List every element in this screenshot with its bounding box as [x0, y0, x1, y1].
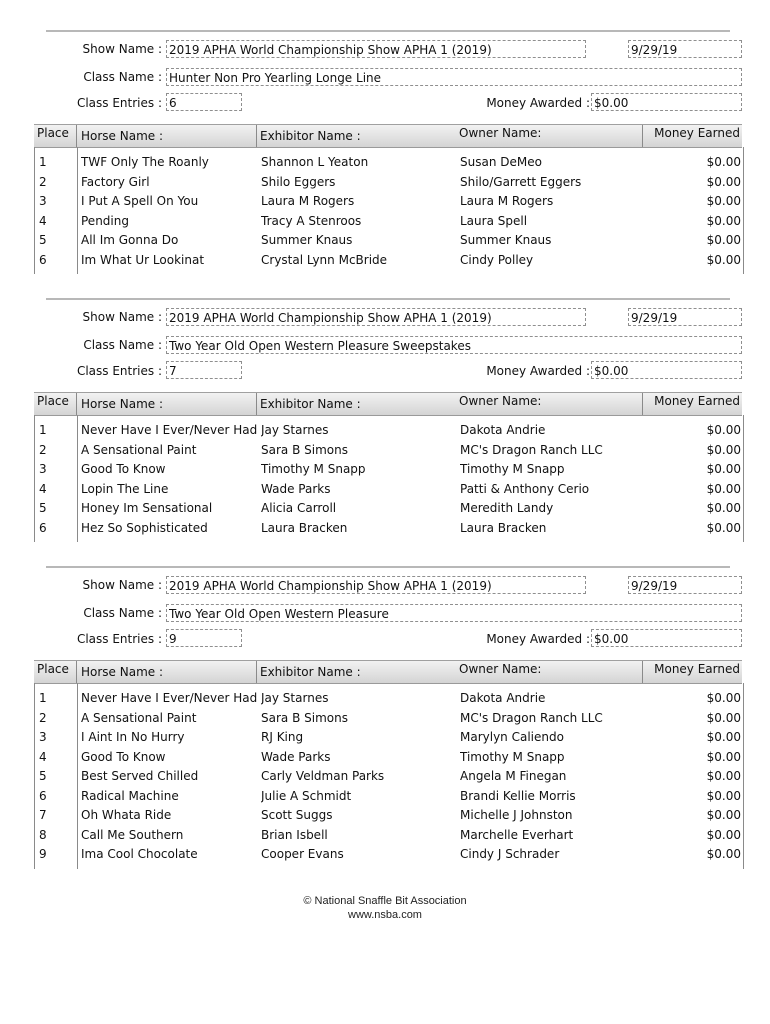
class-entries-label: Class Entries :: [76, 632, 162, 646]
exhibitor-name-cell: Wade Parks: [261, 749, 331, 764]
place-cell: 6: [39, 788, 47, 803]
exhibitor-name-cell: Cooper Evans: [261, 847, 344, 861]
class-entries-field: 9: [166, 629, 242, 647]
show-name-field: 2019 APHA World Championship Show APHA 1 (2019): [166, 308, 586, 326]
col-header-exhibitor: Exhibitor Name :: [260, 665, 361, 679]
show-name-label: Show Name :: [82, 310, 162, 324]
place-cell: 5: [39, 769, 47, 783]
exhibitor-name-cell: Alicia Carroll: [261, 501, 337, 515]
table-row: [35, 806, 743, 826]
horse-name-cell: Call Me Southern: [81, 827, 184, 842]
horse-name-cell: Lopin The Line: [81, 481, 169, 496]
column-divider: [256, 661, 257, 683]
owner-name-cell: Cindy J Schrader: [460, 847, 560, 861]
money-earned-cell: $0.00: [706, 769, 741, 783]
exhibitor-name-cell: Shilo Eggers: [261, 174, 336, 189]
owner-name-cell: Dakota Andrie: [460, 423, 546, 437]
col-header-place: Place: [37, 394, 69, 408]
results-table-header: [34, 392, 742, 416]
place-cell: 8: [39, 827, 47, 842]
show-date-field: 9/29/19: [628, 40, 742, 58]
money-earned-cell: $0.00: [706, 155, 741, 169]
money-earned-cell: $0.00: [706, 827, 741, 842]
place-cell: 2: [39, 710, 47, 725]
money-earned-cell: $0.00: [706, 423, 741, 437]
owner-name-cell: MC's Dragon Ranch LLC: [460, 710, 603, 725]
owner-name-cell: Marchelle Everhart: [460, 827, 574, 842]
show-name-field: 2019 APHA World Championship Show APHA 1 (2019): [166, 40, 586, 58]
class-section: [0, 566, 770, 861]
money-earned-cell: $0.00: [706, 252, 741, 267]
results-table-body: [34, 415, 744, 542]
class-name-field: Two Year Old Open Western Pleasure Sweepstakes: [166, 336, 742, 354]
horse-name-cell: TWF Only The Roanly: [81, 155, 209, 169]
money-awarded-field: $0.00: [591, 629, 742, 647]
owner-name-cell: MC's Dragon Ranch LLC: [460, 442, 603, 457]
place-cell: 4: [39, 749, 47, 764]
money-earned-cell: $0.00: [706, 194, 741, 208]
class-section: [0, 298, 770, 558]
horse-name-cell: Radical Machine: [81, 788, 179, 803]
table-row: [35, 767, 743, 787]
results-table-body: [34, 683, 744, 869]
money-earned-cell: $0.00: [706, 462, 741, 476]
col-header-money: Money Earned: [654, 662, 740, 676]
exhibitor-name-cell: Jay Starnes: [261, 691, 329, 705]
table-row: [35, 192, 743, 212]
show-name-label: Show Name :: [82, 42, 162, 56]
table-row: [35, 212, 743, 232]
column-divider: [642, 393, 643, 415]
column-divider: [642, 125, 643, 147]
owner-name-cell: Meredith Landy: [460, 501, 554, 515]
col-header-owner: Owner Name:: [459, 394, 542, 408]
class-name-field: Two Year Old Open Western Pleasure: [166, 604, 742, 622]
section-divider: [46, 298, 730, 300]
column-divider: [76, 393, 77, 415]
owner-name-cell: Timothy M Snapp: [460, 749, 565, 764]
owner-name-cell: Marylyn Caliendo: [460, 730, 564, 744]
class-name-label: Class Name :: [83, 70, 162, 84]
results-table-body: [34, 147, 744, 274]
col-header-horse: Horse Name :: [81, 129, 164, 143]
place-cell: 6: [39, 252, 47, 267]
table-row: [35, 728, 743, 748]
owner-name-cell: Summer Knaus: [460, 233, 552, 247]
table-row: [35, 173, 743, 193]
col-header-owner: Owner Name:: [459, 662, 542, 676]
owner-name-cell: Laura M Rogers: [460, 194, 554, 208]
horse-name-cell: Good To Know: [81, 749, 166, 764]
money-awarded-label: Money Awarded :: [486, 96, 590, 110]
results-table-header: [34, 660, 742, 684]
table-row: [35, 480, 743, 500]
col-header-money: Money Earned: [654, 394, 740, 408]
money-earned-cell: $0.00: [706, 501, 741, 515]
money-earned-cell: $0.00: [706, 749, 741, 764]
table-row: [35, 826, 743, 846]
show-date-field: 9/29/19: [628, 576, 742, 594]
money-earned-cell: $0.00: [706, 213, 741, 228]
table-row: [35, 499, 743, 519]
money-earned-cell: $0.00: [706, 691, 741, 705]
exhibitor-name-cell: Laura M Rogers: [261, 194, 355, 208]
owner-name-cell: Angela M Finegan: [460, 769, 567, 783]
owner-name-cell: Timothy M Snapp: [460, 462, 565, 476]
horse-name-cell: Factory Girl: [81, 174, 150, 189]
table-row: [35, 519, 743, 539]
money-awarded-label: Money Awarded :: [486, 364, 590, 378]
money-awarded-field: $0.00: [591, 361, 742, 379]
owner-name-cell: Laura Bracken: [460, 520, 547, 535]
money-earned-cell: $0.00: [706, 481, 741, 496]
table-row: [35, 709, 743, 729]
place-cell: 1: [39, 691, 47, 705]
money-earned-cell: $0.00: [706, 233, 741, 247]
page-footer: [0, 894, 770, 922]
place-cell: 4: [39, 213, 47, 228]
place-cell: 2: [39, 442, 47, 457]
horse-name-cell: Good To Know: [81, 462, 166, 476]
column-divider: [256, 393, 257, 415]
place-cell: 1: [39, 155, 47, 169]
section-divider: [46, 30, 730, 32]
class-name-label: Class Name :: [83, 606, 162, 620]
horse-name-cell: A Sensational Paint: [81, 710, 197, 725]
owner-name-cell: Brandi Kellie Morris: [460, 788, 576, 803]
place-cell: 6: [39, 520, 47, 535]
place-cell: 7: [39, 808, 47, 822]
horse-name-cell: Honey Im Sensational: [81, 501, 213, 515]
owner-name-cell: Patti & Anthony Cerio: [460, 481, 590, 496]
exhibitor-name-cell: Jay Starnes: [261, 423, 329, 437]
class-entries-label: Class Entries :: [76, 96, 162, 110]
exhibitor-name-cell: Tracy A Stenroos: [261, 213, 362, 228]
col-header-place: Place: [37, 126, 69, 140]
money-earned-cell: $0.00: [706, 808, 741, 822]
section-divider: [46, 566, 730, 568]
horse-name-cell: All Im Gonna Do: [81, 233, 179, 247]
column-divider: [76, 661, 77, 683]
class-section: [0, 30, 770, 290]
exhibitor-name-cell: RJ King: [261, 730, 304, 744]
column-divider: [76, 125, 77, 147]
exhibitor-name-cell: Carly Veldman Parks: [261, 769, 385, 783]
website-text: www.nsba.com: [348, 909, 422, 921]
exhibitor-name-cell: Wade Parks: [261, 481, 331, 496]
owner-name-cell: Cindy Polley: [460, 252, 534, 267]
exhibitor-name-cell: Scott Suggs: [261, 808, 333, 822]
horse-name-cell: Best Served Chilled: [81, 769, 199, 783]
owner-name-cell: Laura Spell: [460, 213, 528, 228]
table-row: [35, 231, 743, 251]
place-cell: 3: [39, 462, 47, 476]
horse-name-cell: Im What Ur Lookinat: [81, 252, 205, 267]
exhibitor-name-cell: Crystal Lynn McBride: [261, 252, 388, 267]
col-header-exhibitor: Exhibitor Name :: [260, 397, 361, 411]
col-header-exhibitor: Exhibitor Name :: [260, 129, 361, 143]
money-earned-cell: $0.00: [706, 174, 741, 189]
money-earned-cell: $0.00: [706, 788, 741, 803]
column-divider: [256, 125, 257, 147]
class-name-label: Class Name :: [83, 338, 162, 352]
horse-name-cell: A Sensational Paint: [81, 442, 197, 457]
col-header-money: Money Earned: [654, 126, 740, 140]
show-name-label: Show Name :: [82, 578, 162, 592]
money-awarded-field: $0.00: [591, 93, 742, 111]
money-earned-cell: $0.00: [706, 730, 741, 744]
owner-name-cell: Michelle J Johnston: [460, 808, 573, 822]
place-cell: 3: [39, 194, 47, 208]
class-entries-field: 7: [166, 361, 242, 379]
place-cell: 3: [39, 730, 47, 744]
col-header-owner: Owner Name:: [459, 126, 542, 140]
exhibitor-name-cell: Shannon L Yeaton: [261, 155, 369, 169]
owner-name-cell: Susan DeMeo: [460, 155, 542, 169]
horse-name-cell: Pending: [81, 213, 129, 228]
money-awarded-label: Money Awarded :: [486, 632, 590, 646]
owner-name-cell: Shilo/Garrett Eggers: [460, 174, 582, 189]
exhibitor-name-cell: Summer Knaus: [261, 233, 353, 247]
exhibitor-name-cell: Julie A Schmidt: [261, 788, 352, 803]
horse-name-cell: Ima Cool Chocolate: [81, 847, 198, 861]
results-table-header: [34, 124, 742, 148]
table-row: [35, 748, 743, 768]
exhibitor-name-cell: Laura Bracken: [261, 520, 348, 535]
place-cell: 5: [39, 233, 47, 247]
money-earned-cell: $0.00: [706, 710, 741, 725]
table-row: [35, 153, 743, 173]
place-cell: 9: [39, 847, 47, 861]
class-name-field: Hunter Non Pro Yearling Longe Line: [166, 68, 742, 86]
table-row: [35, 787, 743, 807]
show-date-field: 9/29/19: [628, 308, 742, 326]
table-row: [35, 441, 743, 461]
place-cell: 4: [39, 481, 47, 496]
place-cell: 1: [39, 423, 47, 437]
exhibitor-name-cell: Timothy M Snapp: [261, 462, 366, 476]
money-earned-cell: $0.00: [706, 442, 741, 457]
class-entries-field: 6: [166, 93, 242, 111]
money-earned-cell: $0.00: [706, 847, 741, 861]
class-entries-label: Class Entries :: [76, 364, 162, 378]
place-cell: 5: [39, 501, 47, 515]
column-divider: [642, 661, 643, 683]
exhibitor-name-cell: Brian Isbell: [261, 827, 328, 842]
exhibitor-name-cell: Sara B Simons: [261, 710, 348, 725]
owner-name-cell: Dakota Andrie: [460, 691, 546, 705]
table-row: [35, 845, 743, 865]
place-cell: 2: [39, 174, 47, 189]
horse-name-cell: Hez So Sophisticated: [81, 520, 208, 535]
money-earned-cell: $0.00: [706, 520, 741, 535]
horse-name-cell: Never Have I Ever/Never Had: [81, 691, 257, 705]
exhibitor-name-cell: Sara B Simons: [261, 442, 348, 457]
copyright-text: © National Snaffle Bit Association: [303, 895, 467, 907]
col-header-horse: Horse Name :: [81, 665, 164, 679]
table-row: [35, 421, 743, 441]
horse-name-cell: Oh Whata Ride: [81, 808, 172, 822]
table-row: [35, 251, 743, 271]
horse-name-cell: I Put A Spell On You: [81, 194, 199, 208]
col-header-horse: Horse Name :: [81, 397, 164, 411]
table-row: [35, 689, 743, 709]
show-name-field: 2019 APHA World Championship Show APHA 1 (2019): [166, 576, 586, 594]
horse-name-cell: Never Have I Ever/Never Had: [81, 423, 257, 437]
table-row: [35, 460, 743, 480]
horse-name-cell: I Aint In No Hurry: [81, 730, 185, 744]
col-header-place: Place: [37, 662, 69, 676]
